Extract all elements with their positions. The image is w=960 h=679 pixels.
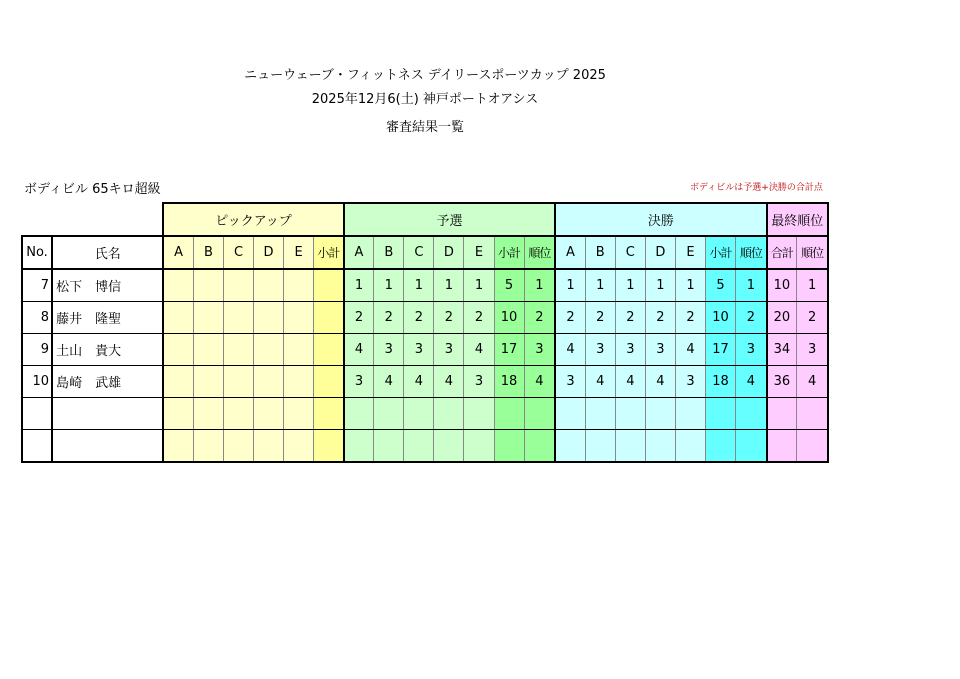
cell-prelim-e — [464, 398, 494, 430]
cell-pickup-a — [163, 398, 193, 430]
cell-prelim-d: 1 — [434, 269, 464, 302]
cell-pickup-c — [223, 430, 253, 463]
cell-final-e — [675, 430, 705, 463]
cell-pickup-e — [284, 398, 314, 430]
category-label: ボディビル 65キロ超級 — [24, 182, 161, 197]
cell-final-d: 3 — [645, 334, 675, 366]
col-header-final-e: E — [675, 236, 705, 269]
col-header-pickup-c: C — [223, 236, 253, 269]
cell-pickup-b — [193, 366, 223, 398]
cell-overall-rank — [797, 398, 828, 430]
cell-final-e — [675, 398, 705, 430]
cell-final-c: 3 — [615, 334, 645, 366]
cell-prelim-subtotal: 17 — [494, 334, 524, 366]
cell-pickup-subtotal — [314, 430, 344, 463]
cell-pickup-e — [284, 430, 314, 463]
cell-prelim-rank: 1 — [524, 269, 555, 302]
cell-final-b — [585, 398, 615, 430]
cell-total: 20 — [767, 302, 797, 334]
cell-pickup-d — [254, 398, 284, 430]
cell-final-c: 1 — [615, 269, 645, 302]
cell-name — [52, 398, 163, 430]
col-header-prelim-d: D — [434, 236, 464, 269]
col-header-prelim-rank: 順位 — [524, 236, 555, 269]
col-header-prelim-subtotal: 小計 — [494, 236, 524, 269]
col-header-final-subtotal: 小計 — [705, 236, 735, 269]
cell-prelim-c: 1 — [404, 269, 434, 302]
cell-no: 10 — [22, 366, 52, 398]
cell-prelim-e: 2 — [464, 302, 494, 334]
cell-prelim-a: 4 — [344, 334, 374, 366]
cell-prelim-c: 3 — [404, 334, 434, 366]
cell-final-rank: 1 — [736, 269, 767, 302]
cell-final-e: 4 — [675, 334, 705, 366]
col-header-pickup-b: B — [193, 236, 223, 269]
cell-final-c — [615, 430, 645, 463]
cell-final-b: 4 — [585, 366, 615, 398]
col-header-pickup-subtotal: 小計 — [314, 236, 344, 269]
cell-final-b: 3 — [585, 334, 615, 366]
group-header-overall: 最終順位 — [767, 203, 828, 236]
cell-pickup-c — [223, 269, 253, 302]
cell-pickup-c — [223, 302, 253, 334]
cell-no: 8 — [22, 302, 52, 334]
cell-prelim-c — [404, 430, 434, 463]
cell-prelim-b: 4 — [374, 366, 404, 398]
table-row — [22, 302, 828, 334]
cell-final-e: 3 — [675, 366, 705, 398]
cell-pickup-e — [284, 366, 314, 398]
cell-final-d: 2 — [645, 302, 675, 334]
cell-prelim-c — [404, 398, 434, 430]
cell-name: 島崎 武雄 — [52, 366, 163, 398]
cell-overall-rank: 1 — [797, 269, 828, 302]
cell-pickup-c — [223, 334, 253, 366]
col-header-final-c: C — [615, 236, 645, 269]
cell-final-e: 2 — [675, 302, 705, 334]
cell-final-subtotal: 18 — [705, 366, 735, 398]
cell-total: 36 — [767, 366, 797, 398]
cell-final-c — [615, 398, 645, 430]
cell-final-d: 1 — [645, 269, 675, 302]
cell-prelim-e — [464, 430, 494, 463]
cell-final-b: 1 — [585, 269, 615, 302]
table-row — [22, 398, 828, 430]
cell-final-a — [555, 430, 585, 463]
cell-total: 34 — [767, 334, 797, 366]
cell-pickup-c — [223, 398, 253, 430]
cell-final-subtotal: 17 — [705, 334, 735, 366]
event-date-venue: 2025年12月6(土) 神戸ポートオアシス — [311, 92, 539, 107]
cell-final-b: 2 — [585, 302, 615, 334]
cell-prelim-rank: 4 — [524, 366, 555, 398]
cell-final-a — [555, 398, 585, 430]
cell-pickup-subtotal — [314, 366, 344, 398]
cell-prelim-a: 1 — [344, 269, 374, 302]
cell-pickup-a — [163, 334, 193, 366]
col-header-pickup-a: A — [163, 236, 193, 269]
cell-prelim-b: 1 — [374, 269, 404, 302]
cell-prelim-subtotal: 18 — [494, 366, 524, 398]
col-header-final-rank: 順位 — [736, 236, 767, 269]
col-header-final-a: A — [555, 236, 585, 269]
col-header-overall-rank: 順位 — [797, 236, 828, 269]
cell-prelim-e: 3 — [464, 366, 494, 398]
cell-final-d — [645, 398, 675, 430]
cell-prelim-e: 1 — [464, 269, 494, 302]
results-table — [21, 202, 829, 463]
cell-final-c: 4 — [615, 366, 645, 398]
cell-pickup-a — [163, 430, 193, 463]
col-header-pickup-d: D — [254, 236, 284, 269]
cell-prelim-b: 2 — [374, 302, 404, 334]
cell-final-e: 1 — [675, 269, 705, 302]
group-header-final: 決勝 — [555, 203, 766, 236]
cell-prelim-rank — [524, 398, 555, 430]
cell-overall-rank — [797, 430, 828, 463]
cell-overall-rank: 2 — [797, 302, 828, 334]
event-title: ニューウェーブ・フィットネス デイリースポーツカップ 2025 — [244, 68, 606, 83]
cell-pickup-a — [163, 269, 193, 302]
table-row — [22, 269, 828, 302]
cell-prelim-d: 2 — [434, 302, 464, 334]
cell-pickup-b — [193, 334, 223, 366]
cell-pickup-e — [284, 302, 314, 334]
col-header-prelim-c: C — [404, 236, 434, 269]
cell-final-subtotal — [705, 398, 735, 430]
cell-prelim-a — [344, 430, 374, 463]
cell-final-rank: 4 — [736, 366, 767, 398]
col-header-pickup-e: E — [284, 236, 314, 269]
col-header-prelim-e: E — [464, 236, 494, 269]
cell-no: 9 — [22, 334, 52, 366]
cell-total — [767, 430, 797, 463]
cell-prelim-c: 2 — [404, 302, 434, 334]
cell-final-d: 4 — [645, 366, 675, 398]
cell-prelim-rank — [524, 430, 555, 463]
cell-pickup-subtotal — [314, 302, 344, 334]
cell-final-a: 4 — [555, 334, 585, 366]
cell-pickup-e — [284, 269, 314, 302]
col-header-no: No. — [22, 236, 52, 269]
scoring-note: ボディビルは予選+決勝の合計点 — [690, 183, 823, 193]
table-row — [22, 334, 828, 366]
cell-no: 7 — [22, 269, 52, 302]
cell-pickup-b — [193, 269, 223, 302]
cell-final-subtotal: 5 — [705, 269, 735, 302]
cell-prelim-rank: 3 — [524, 334, 555, 366]
cell-prelim-d — [434, 430, 464, 463]
cell-final-b — [585, 430, 615, 463]
cell-total: 10 — [767, 269, 797, 302]
col-header-name: 氏名 — [52, 236, 163, 269]
cell-prelim-subtotal — [494, 430, 524, 463]
cell-final-rank: 3 — [736, 334, 767, 366]
cell-pickup-subtotal — [314, 398, 344, 430]
header-spacer — [22, 203, 163, 236]
cell-pickup-d — [254, 366, 284, 398]
cell-pickup-d — [254, 430, 284, 463]
cell-prelim-b: 3 — [374, 334, 404, 366]
cell-prelim-rank: 2 — [524, 302, 555, 334]
cell-prelim-b — [374, 398, 404, 430]
col-header-prelim-a: A — [344, 236, 374, 269]
cell-prelim-subtotal: 10 — [494, 302, 524, 334]
cell-pickup-b — [193, 398, 223, 430]
col-header-total: 合計 — [767, 236, 797, 269]
cell-pickup-d — [254, 269, 284, 302]
cell-prelim-d: 4 — [434, 366, 464, 398]
cell-prelim-a: 2 — [344, 302, 374, 334]
cell-final-a: 3 — [555, 366, 585, 398]
cell-pickup-b — [193, 430, 223, 463]
cell-prelim-e: 4 — [464, 334, 494, 366]
cell-final-a: 2 — [555, 302, 585, 334]
group-header-pickup: ピックアップ — [163, 203, 343, 236]
cell-no — [22, 398, 52, 430]
cell-final-rank — [736, 398, 767, 430]
cell-name: 松下 博信 — [52, 269, 163, 302]
table-row — [22, 366, 828, 398]
cell-name: 藤井 隆聖 — [52, 302, 163, 334]
cell-pickup-subtotal — [314, 269, 344, 302]
cell-final-c: 2 — [615, 302, 645, 334]
results-body — [22, 269, 828, 462]
cell-name — [52, 430, 163, 463]
group-header-prelim: 予選 — [344, 203, 555, 236]
cell-final-rank: 2 — [736, 302, 767, 334]
page-title: 審査結果一覧 — [385, 120, 464, 135]
cell-pickup-d — [254, 302, 284, 334]
cell-prelim-d — [434, 398, 464, 430]
cell-pickup-subtotal — [314, 334, 344, 366]
table-row — [22, 430, 828, 463]
cell-no — [22, 430, 52, 463]
cell-prelim-a: 3 — [344, 366, 374, 398]
col-header-final-d: D — [645, 236, 675, 269]
cell-pickup-a — [163, 366, 193, 398]
cell-final-subtotal — [705, 430, 735, 463]
cell-pickup-c — [223, 366, 253, 398]
cell-final-rank — [736, 430, 767, 463]
col-header-final-b: B — [585, 236, 615, 269]
cell-final-a: 1 — [555, 269, 585, 302]
cell-pickup-e — [284, 334, 314, 366]
cell-overall-rank: 3 — [797, 334, 828, 366]
cell-name: 土山 貴大 — [52, 334, 163, 366]
cell-final-subtotal: 10 — [705, 302, 735, 334]
col-header-prelim-b: B — [374, 236, 404, 269]
cell-pickup-a — [163, 302, 193, 334]
cell-pickup-b — [193, 302, 223, 334]
cell-prelim-d: 3 — [434, 334, 464, 366]
cell-final-d — [645, 430, 675, 463]
cell-pickup-d — [254, 334, 284, 366]
cell-overall-rank: 4 — [797, 366, 828, 398]
cell-prelim-b — [374, 430, 404, 463]
cell-prelim-a — [344, 398, 374, 430]
cell-prelim-subtotal: 5 — [494, 269, 524, 302]
cell-prelim-c: 4 — [404, 366, 434, 398]
cell-prelim-subtotal — [494, 398, 524, 430]
cell-total — [767, 398, 797, 430]
